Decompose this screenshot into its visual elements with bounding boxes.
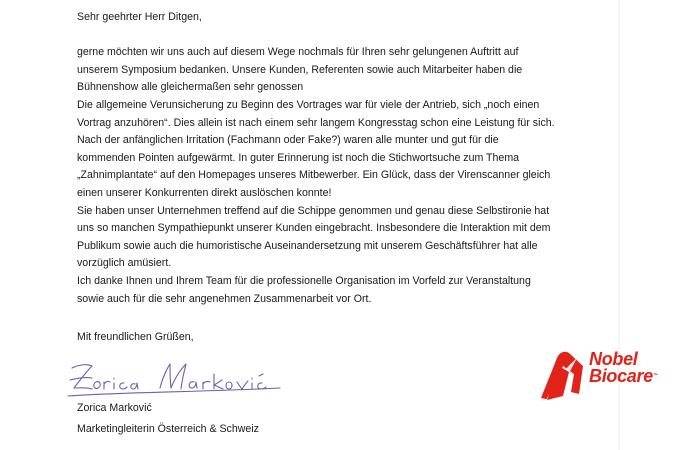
salutation: Sehr geehrter Herr Ditgen, (77, 11, 202, 23)
logo-wordmark (589, 351, 658, 385)
letter-line: Vortrag anzuhören“. Dies allein ist nach einem sehr langem Kongresstag schon eine Leistung für sich. (77, 116, 555, 129)
letter-body (77, 9, 597, 308)
letter-line: Bühnenshow alle gleichermaßen sehr genossen (77, 81, 304, 94)
letter-line: gerne möchten wir uns auch auf diesem Wege nochmals für Ihren sehr gelungenen Auftritt auf (77, 46, 519, 59)
letter-line: vorzüglich amüsiert. (77, 257, 172, 270)
closing: Mit freundlichen Grüßen, (77, 331, 194, 343)
letter-line: „Zahnimplantate“ auf den Homepages unseres Mitbewerber. Ein Glück, dass der Virenscanner gleich (77, 169, 551, 182)
letter-line: uns so manchen Sympathiepunkt unserer Kunden eingebracht. Insbesondere die Interaktion mit dem (77, 222, 551, 235)
logo-line-2 (589, 368, 658, 385)
handwritten-signature (62, 358, 292, 408)
letter-line: Die allgemeine Verunsicherung zu Beginn des Vortrages war für viele der Antrieb, sich „noch einen (77, 98, 540, 111)
logo-line-1: Nobel (589, 349, 638, 369)
letter-line: einen unserer Konkurrenten direkt auslöschen konnte! (77, 186, 332, 199)
letter-line: sowie auch für die sehr angenehmen Zusammenarbeit vor Ort. (77, 292, 372, 305)
letter-line: kommenden Pointen aufgewärmt. In guter Erinnerung ist noch die Stichwortsuche zum Thema (77, 151, 520, 164)
trademark-symbol: ™ (652, 373, 658, 379)
letter-paragraphs (77, 44, 597, 308)
letter-line: unserem Symposium bedanken. Unsere Kunden, Referenten sowie auch Mitarbeiter haben die (77, 63, 523, 76)
letter-line: Nach der anfänglichen Irritation (Fachmann oder Fake?) waren alle munter und gut für die (77, 134, 499, 147)
logo-line-2-text: Biocare (589, 366, 653, 386)
signer-name: Zorica Marković (77, 402, 152, 414)
letter-line: Sie haben unser Unternehmen treffend auf die Schippe genommen und genau diese Selbstironie hat (77, 204, 550, 217)
letter-line: Publikum sowie auch die humoristische Auseinandersetzung mit unserem Geschäftsführer hat alle (77, 239, 538, 252)
signer-title: Marketingleiterin Österreich & Schweiz (77, 423, 259, 435)
letter-line: Ich danke Ihnen und Ihrem Team für die professionelle Organisation im Vorfeld zur Veranstaltung (77, 274, 531, 287)
